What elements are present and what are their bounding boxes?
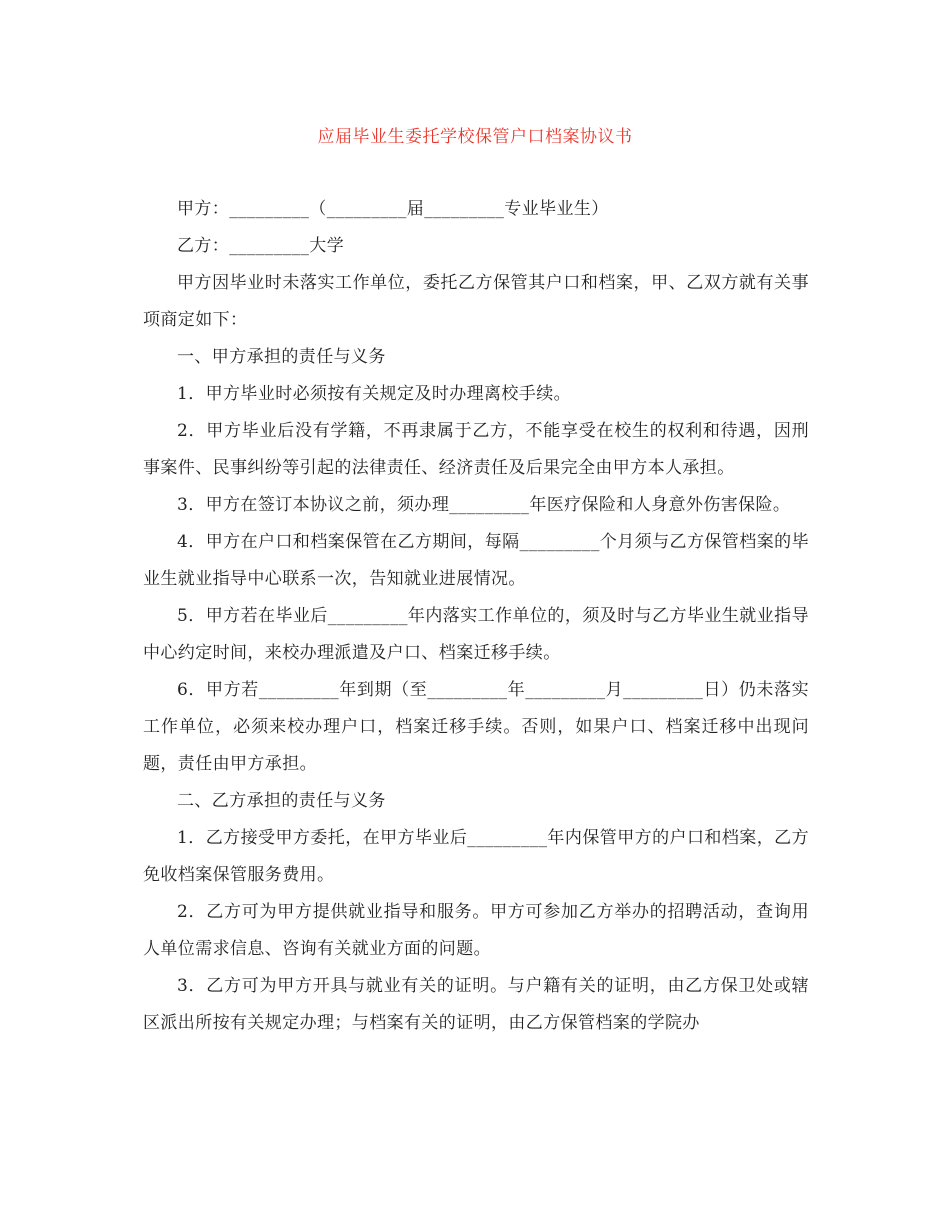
preamble-paragraph: 甲方因毕业时未落实工作单位，委托乙方保管其户口和档案，甲、乙双方就有关事项商定如下： — [143, 273, 809, 330]
clause-b-1: 1．乙方接受甲方委托，在甲方毕业后_________年内保管甲方的户口和档案，乙方免收档案保管服务费用。 — [143, 828, 809, 885]
section-heading-party-a: 一、甲方承担的责任与义务 — [177, 347, 386, 367]
party-a-line: 甲方：_________（_________届_________专业毕业生） — [177, 199, 609, 219]
section-heading-party-b: 二、乙方承担的责任与义务 — [177, 791, 386, 811]
clause-a-2: 2．甲方毕业后没有学籍，不再隶属于乙方，不能享受在校生的权利和待遇，因刑事案件、民事纠纷等引起的法律责任、经济责任及后果完全由甲方本人承担。 — [143, 421, 809, 478]
clause-b-3: 3．乙方可为甲方开具与就业有关的证明。与户籍有关的证明，由乙方保卫处或辖区派出所按有关规定办理；与档案有关的证明，由乙方保管档案的学院办 — [143, 976, 809, 1033]
clause-a-6: 6．甲方若_________年到期（至_________年_________月_________日）仍未落实工作单位，必须来校办理户口，档案迁移手续。否则，如果户口、档案迁移中出现问题，责任由甲方承担。 — [143, 680, 809, 774]
document-title: 应届毕业生委托学校保管户口档案协议书 — [317, 127, 633, 147]
clause-a-3: 3．甲方在签订本协议之前，须办理_________年医疗保险和人身意外伤害保险。 — [177, 495, 791, 515]
party-b-line: 乙方：_________大学 — [177, 236, 345, 256]
clause-b-2: 2．乙方可为甲方提供就业指导和服务。甲方可参加乙方举办的招聘活动，查询用人单位需求信息、咨询有关就业方面的问题。 — [143, 902, 809, 959]
document-body — [143, 191, 809, 1042]
clause-a-5: 5．甲方若在毕业后_________年内落实工作单位的，须及时与乙方毕业生就业指导中心约定时间，来校办理派遣及户口、档案迁移手续。 — [143, 606, 809, 663]
clause-a-4: 4．甲方在户口和档案保管在乙方期间，每隔_________个月须与乙方保管档案的毕业生就业指导中心联系一次，告知就业进展情况。 — [143, 532, 809, 589]
clause-a-1: 1．甲方毕业时必须按有关规定及时办理离校手续。 — [177, 384, 572, 404]
